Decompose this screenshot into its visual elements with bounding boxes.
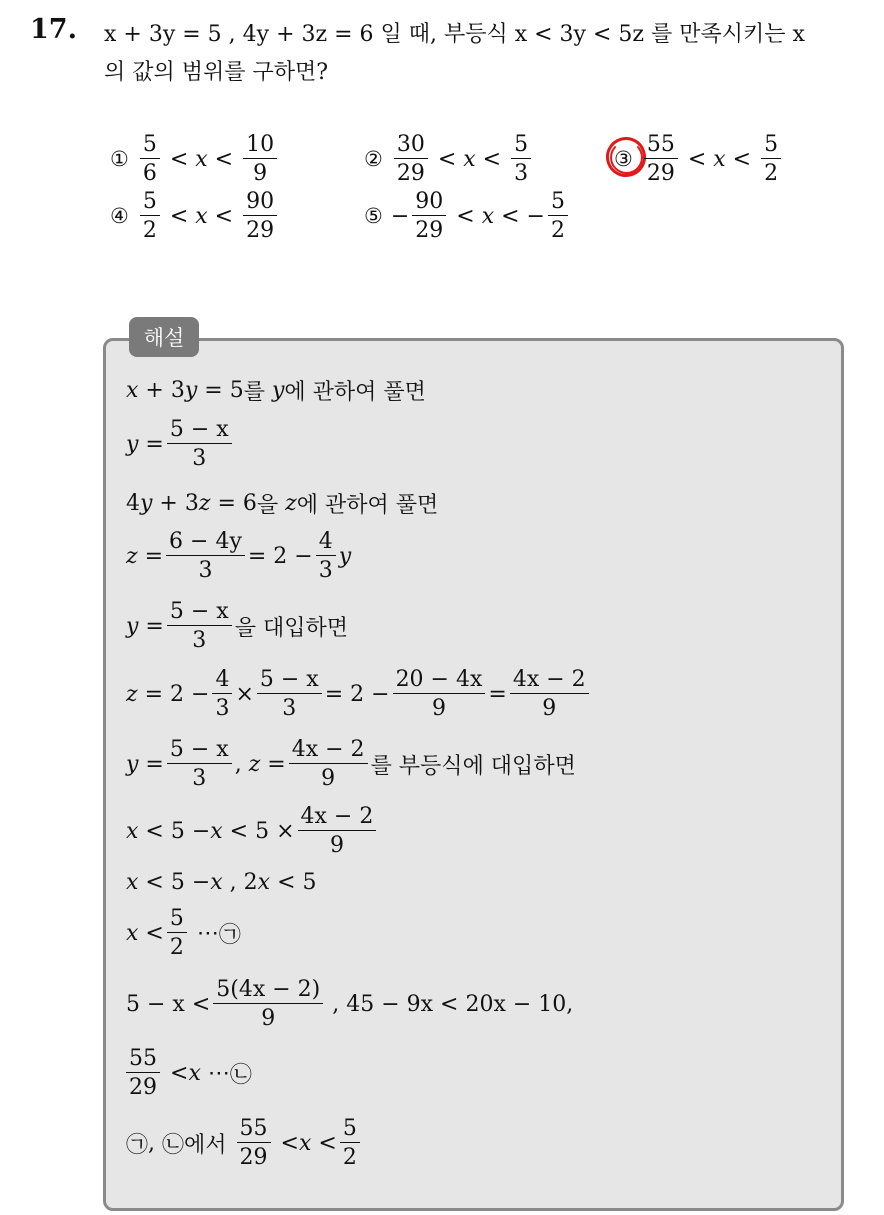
solution-line-9: x < 5 − x , 2 x < 5 <box>126 870 317 895</box>
choice-4[interactable]: ④ $\frac{5}{2}$ < x < $\frac{90}{29}$ <box>110 190 280 242</box>
fraction: $\frac{90}{29}$ <box>412 190 446 242</box>
fraction: $\frac{5}{2}$ <box>548 190 568 242</box>
choice-mark: ① <box>110 147 129 172</box>
solution-line-7: y = $\frac{5 - x}{3}$ , z = $\frac{4x - 2}{9}$ 를 부등식에 대입하면 <box>126 737 576 792</box>
fraction: $\frac{90}{29}$ <box>243 190 277 242</box>
fraction: $\frac{30}{29}$ <box>394 133 428 185</box>
solution-line-1: x + 3 y = 5 를 y 에 관하여 풀면 <box>126 378 426 405</box>
solution-line-11: 5 − x < $\frac{5(4x - 2)}{9}$ , 45 − 9x < 20x − 10, <box>126 977 574 1032</box>
solution-line-6: z = 2 − $\frac{4}{3}$ × $\frac{5 - x}{3}$ = 2 − $\frac{20 - 4x}{9}$ = $\frac{4x - 2}{9}$ <box>126 668 592 720</box>
fraction: $\frac{5}{6}$ <box>140 133 160 185</box>
solution-line-8: x < 5 − x < 5 × $\frac{4x - 2}{9}$ <box>126 805 379 857</box>
fraction: $\frac{5}{3}$ <box>511 133 531 185</box>
fraction: $\frac{5}{2}$ <box>761 133 781 185</box>
fraction: $\frac{10}{9}$ <box>243 133 277 185</box>
choice-mark: ⑤ <box>364 204 383 229</box>
fraction: $\frac{5}{2}$ <box>140 190 160 242</box>
solution-line-5: y = $\frac{5 - x}{3}$ 을 대입하면 <box>126 599 348 654</box>
solution-line-3: 4 y + 3 z = 6 을 z 에 관하여 풀면 <box>126 491 439 518</box>
solution-line-10: x < $\frac{5}{2}$ ⋯ ㉠ <box>126 906 241 961</box>
question-line-1: x + 3y = 5 , 4y + 3z = 6 일 때, 부등식 x < 3y < 5z 를 만족시키는 x <box>104 22 805 47</box>
choice-1[interactable]: ① $\frac{5}{6}$ < x < $\frac{10}{9}$ <box>110 133 280 185</box>
question-text <box>104 16 874 92</box>
question-line-2: 의 값의 범위를 구하면? <box>104 60 329 85</box>
choice-mark: ④ <box>110 204 129 229</box>
solution-tag: 해설 <box>129 317 199 357</box>
solution-line-12: $\frac{55}{29}$ < x ⋯ ㉡ <box>126 1047 252 1099</box>
choice-mark: ③ <box>614 147 633 172</box>
choice-5[interactable]: ⑤ − $\frac{90}{29}$ < x < − $\frac{5}{2}$ <box>364 190 571 242</box>
solution-line-2: y = $\frac{5 - x}{3}$ <box>126 418 235 470</box>
solution-line-4: z = $\frac{6 - 4y}{3}$ = 2 − $\frac{4}{3}$ y <box>126 529 352 584</box>
choice-mark: ② <box>364 147 383 172</box>
choice-2[interactable]: ② $\frac{30}{29}$ < x < $\frac{5}{3}$ <box>364 133 534 185</box>
solution-line-13: ㉠ , ㉡ 에서 $\frac{55}{29}$ < x < $\frac{5}{2}$ <box>126 1117 363 1169</box>
question-number: 17. <box>30 14 77 45</box>
fraction: $\frac{55}{29}$ <box>644 133 678 185</box>
choice-3[interactable]: ③ $\frac{55}{29}$ < x < $\frac{5}{2}$ <box>614 133 784 185</box>
